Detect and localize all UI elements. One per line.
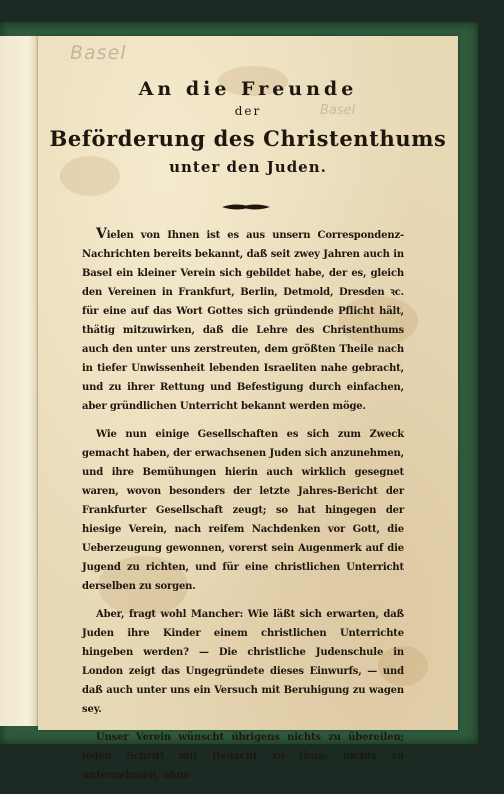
title-line-3: Beförderung des Christenthums [49,126,447,151]
title-line-4: unter den Juden. [169,158,327,176]
pencil-annotation-mid: Basel [320,103,356,118]
title-block [38,78,458,176]
paragraph-1: Vielen von Ihnen ist es aus unsern Correspondenz-Nachrichten bereits bekannt, daß seit zwey Jahren auch in Basel ein kleiner Verein sich gebildet habe, der es, gleich den Vereinen in Frankfurt, Berlin, Detmold, Dresden ꝛc. für eine auf das Wort Gottes sich gründende Pflicht hält, thätig mitzuwirken, daß die Lehre des Christenthums auch den unter uns zerstreuten, dem größten Theile nach in tiefer Unwissenheit lebenden Israeliten nahe gebracht, und zu ihrer Rettung und Befestigung durch einfachen, aber gründlichen Unterricht bekannt werden möge. [82,226,404,412]
facing-page-edge [0,36,41,726]
ornament-icon [222,202,270,212]
document-page [38,36,458,781]
paragraph-2: Wie nun einige Gesellschaften es sich zum Zweck gemacht haben, der erwachsenen Juden sich anzunehmen, und ihre Bemühungen hierin auch wirklich gesegnet waren, wovon besonders der letzte Jahres-Bericht der Frankfurter Gesellschaft zeugt; so hat hingegen der hiesige Verein, nach reifem Nachdenken vor Gott, die Ueberzeugung gewonnen, vorerst sein Augenmerk auf die Jugend zu richten, und für eine christlichen Unterricht derselben zu sorgen. [82,429,404,592]
paragraph-3: Aber, fragt wohl Mancher: Wie läßt sich erwarten, daß Juden ihre Kinder einem christlichen Unterrichte hingeben werden? — Die christliche Judenschule in London zeigt das Ungegründete dieses Einwurfs, — und daß auch unter uns ein Versuch mit Beruhigung zu wagen sey. [82,609,404,715]
pencil-annotation-top: Basel [70,42,127,64]
title-line-2: der [234,104,262,118]
paragraph-4: Unser Verein wünscht übrigens nichts zu übereilen; jeden Schritt mit Bedacht zu thun; nichts zu unternehmen, ohne [82,732,404,781]
title-line-1: An die Freunde [138,78,358,100]
body-text [82,225,404,794]
